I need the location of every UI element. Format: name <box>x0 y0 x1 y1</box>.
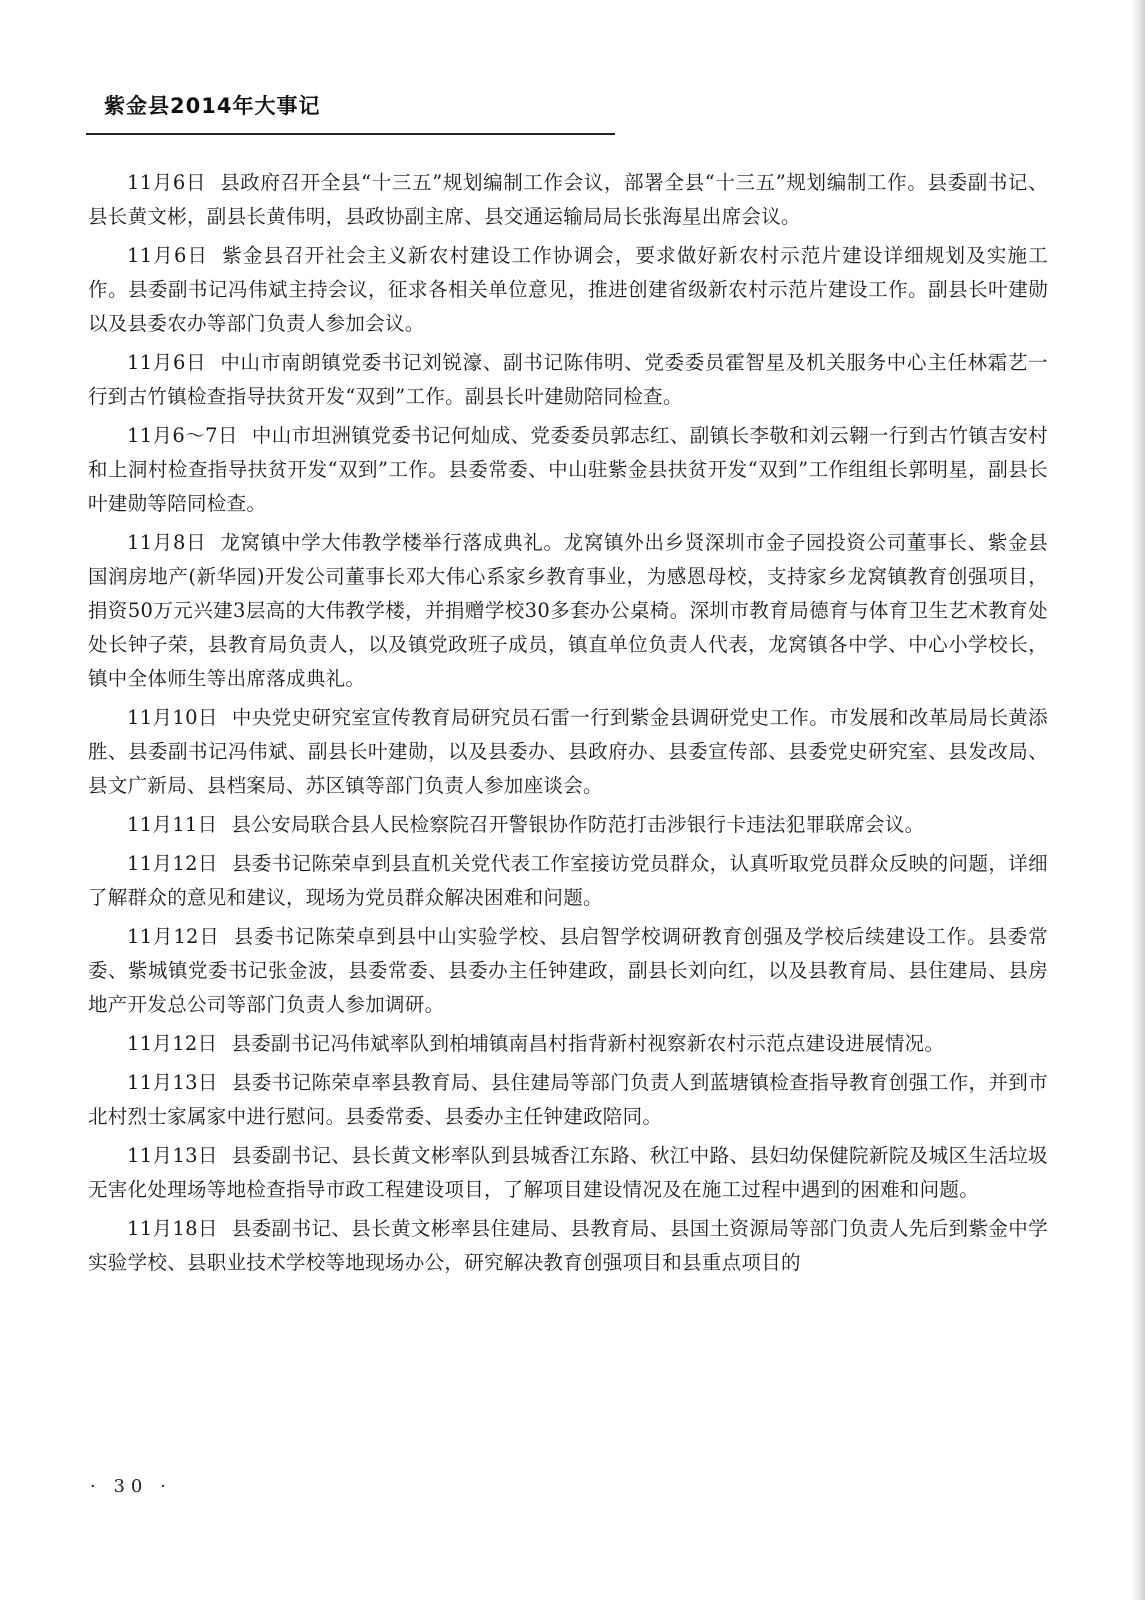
entry-text: 县委副书记、县长黄文彬率县住建局、县教育局、县国土资源局等部门负责人先后到紫金中学实验学校、县职业技术学校等地现场办公，研究解决教育创强项目和县重点项目的 <box>88 1217 1048 1274</box>
entry-text: 县委书记陈荣卓率县教育局、县住建局等部门负责人到蓝塘镇检查指导教育创强工作，并到市北村烈士家属家中进行慰问。县委常委、县委办主任钟建政陪同。 <box>88 1071 1048 1128</box>
chronicle-entry <box>88 239 1048 341</box>
entry-text: 县委书记陈荣卓到县中山实验学校、县启智学校调研教育创强及学校后续建设工作。县委常委、紫城镇党委书记张金波，县委常委、县委办主任钟建政，副县长刘向红，以及县教育局、县住建局、县房地产开发总公司等部门负责人参加调研。 <box>88 925 1048 1016</box>
entry-text: 县委书记陈荣卓到县直机关党代表工作室接访党员群众，认真听取党员群众反映的问题，详细了解群众的意见和建议，现场为党员群众解决困难和问题。 <box>88 852 1048 909</box>
chronicle-entry <box>88 1139 1048 1207</box>
entry-date: 11月12日 <box>127 1032 218 1055</box>
chronicle-entry <box>88 419 1048 521</box>
chronicle-entry <box>88 1027 1048 1061</box>
entry-date: 11月6日 <box>127 351 207 374</box>
entry-date: 11月13日 <box>127 1071 218 1094</box>
chronicle-entry <box>88 920 1048 1022</box>
entry-date: 11月6日 <box>127 244 209 267</box>
entry-date: 11月6～7日 <box>127 424 238 447</box>
chronicle-entry <box>88 1212 1048 1280</box>
entry-date: 11月11日 <box>127 813 218 836</box>
chronicle-entry <box>88 808 1048 842</box>
entry-date: 11月18日 <box>127 1217 218 1240</box>
entry-text: 紫金县召开社会主义新农村建设工作协调会，要求做好新农村示范片建设详细规划及实施工作。县委副书记冯伟斌主持会议，征求各相关单位意见，推进创建省级新农村示范片建设工作。副县长叶建勋以及县委农办等部门负责人参加会议。 <box>88 244 1048 335</box>
entry-text: 中山市坦洲镇党委书记何灿成、党委委员郭志红、副镇长李敬和刘云翱一行到古竹镇吉安村和上洞村检查指导扶贫开发“双到”工作。县委常委、中山驻紫金县扶贫开发“双到”工作组组长郭明星，副县长叶建勋等陪同检查。 <box>88 424 1048 515</box>
chronicle-entry <box>88 701 1048 803</box>
entry-text: 县政府召开全县“十三五”规划编制工作会议，部署全县“十三五”规划编制工作。县委副书记、县长黄文彬，副县长黄伟明，县政协副主席、县交通运输局局长张海星出席会议。 <box>88 171 1048 228</box>
entry-text: 县公安局联合县人民检察院召开警银协作防范打击涉银行卡违法犯罪联席会议。 <box>231 813 925 836</box>
entry-text: 县委副书记冯伟斌率队到柏埔镇南昌村指背新村视察新农村示范点建设进展情况。 <box>231 1032 945 1055</box>
page-number: · 30 · <box>90 1476 172 1497</box>
entry-date: 11月8日 <box>127 531 207 554</box>
running-header-title: 紫金县2014年大事记 <box>104 94 321 118</box>
entry-text: 中山市南朗镇党委书记刘锐濠、副书记陈伟明、党委委员霍智星及机关服务中心主任林霜艺一行到古竹镇检查指导扶贫开发“双到”工作。副县长叶建勋陪同检查。 <box>88 351 1048 408</box>
chronicle-entry <box>88 526 1048 696</box>
entry-date: 11月12日 <box>127 852 218 875</box>
entry-text: 县委副书记、县长黄文彬率队到县城香江东路、秋江中路、县妇幼保健院新院及城区生活垃圾无害化处理场等地检查指导市政工程建设项目，了解项目建设情况及在施工过程中遇到的困难和问题。 <box>88 1144 1048 1201</box>
chronicle-entry <box>88 847 1048 915</box>
entry-date: 11月12日 <box>127 925 220 948</box>
chronicle-entry <box>88 1066 1048 1134</box>
entry-date: 11月10日 <box>127 706 218 729</box>
entry-date: 11月13日 <box>127 1144 218 1167</box>
chronicle-entries <box>88 166 1048 1285</box>
chronicle-entry <box>88 346 1048 414</box>
entry-text: 龙窝镇中学大伟教学楼举行落成典礼。龙窝镇外出乡贤深圳市金子园投资公司董事长、紫金县国润房地产(新华园)开发公司董事长邓大伟心系家乡教育事业，为感恩母校，支持家乡龙窝镇教育创强项目，捐资50万元兴建3层高的大伟教学楼，并捐赠学校30多套办公桌椅。深圳市教育局德育与体育卫生艺术教育处处长钟子荣，县教育局负责人，以及镇党政班子成员，镇直单位负责人代表，龙窝镇各中学、中心小学校长，镇中全体师生等出席落成典礼。 <box>88 531 1048 690</box>
scan-edge <box>1131 0 1145 1600</box>
header-divider <box>86 133 615 135</box>
entry-text: 中央党史研究室宣传教育局研究员石雷一行到紫金县调研党史工作。市发展和改革局局长黄添胜、县委副书记冯伟斌、副县长叶建勋，以及县委办、县政府办、县委宣传部、县委党史研究室、县发改局、县文广新局、县档案局、苏区镇等部门负责人参加座谈会。 <box>88 706 1048 797</box>
chronicle-entry <box>88 166 1048 234</box>
entry-date: 11月6日 <box>127 171 207 194</box>
